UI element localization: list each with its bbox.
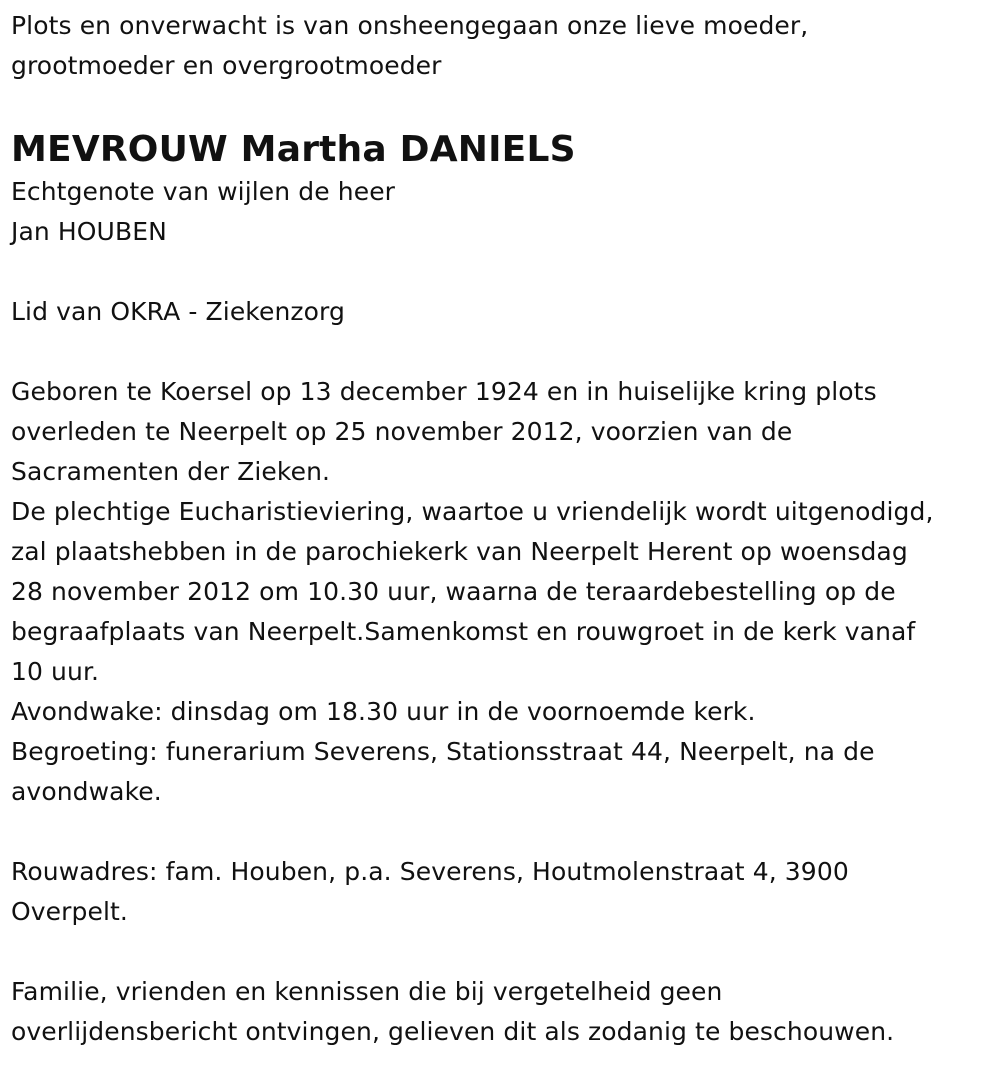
intro-line-1: Plots en onverwacht is van onsheengegaan onze lieve moeder, bbox=[11, 11, 809, 40]
details-line-2: overleden te Neerpelt op 25 november 2012, voorzien van de bbox=[11, 417, 793, 446]
address-line-1: Rouwadres: fam. Houben, p.a. Severens, Houtmolenstraat 4, 3900 bbox=[11, 857, 849, 886]
spacer bbox=[11, 332, 996, 372]
closing-line-2: overlijdensbericht ontvingen, gelieven dit als zodanig te beschouwen. bbox=[11, 1017, 895, 1046]
address-line-2: Overpelt. bbox=[11, 897, 128, 926]
spacer bbox=[11, 932, 996, 972]
details-line-6: 28 november 2012 om 10.30 uur, waarna de teraardebestelling op de bbox=[11, 577, 896, 606]
details-line-9: Avondwake: dinsdag om 18.30 uur in de voornoemde kerk. bbox=[11, 697, 756, 726]
details-line-7: begraafplaats van Neerpelt.Samenkomst en rouwgroet in de kerk vanaf bbox=[11, 617, 916, 646]
spacer bbox=[11, 812, 996, 852]
spacer bbox=[11, 252, 996, 292]
details-line-10: Begroeting: funerarium Severens, Stationsstraat 44, Neerpelt, na de bbox=[11, 737, 875, 766]
spouse-line-2: Jan HOUBEN bbox=[11, 217, 167, 246]
details-line-4: De plechtige Eucharistieviering, waartoe u vriendelijk wordt uitgenodigd, bbox=[11, 497, 934, 526]
deceased-name: MEVROUW Martha DANIELS bbox=[11, 129, 576, 170]
details-line-11: avondwake. bbox=[11, 777, 162, 806]
membership: Lid van OKRA - Ziekenzorg bbox=[11, 297, 345, 326]
details-line-1: Geboren te Koersel op 13 december 1924 en in huiselijke kring plots bbox=[11, 377, 877, 406]
death-notice bbox=[11, 6, 996, 1052]
intro-line-2: grootmoeder en overgrootmoeder bbox=[11, 51, 442, 80]
details-line-5: zal plaatshebben in de parochiekerk van Neerpelt Herent op woensdag bbox=[11, 537, 908, 566]
closing-line-1: Familie, vrienden en kennissen die bij vergetelheid geen bbox=[11, 977, 723, 1006]
details-line-3: Sacramenten der Zieken. bbox=[11, 457, 331, 486]
spouse-line-1: Echtgenote van wijlen de heer bbox=[11, 177, 396, 206]
details-line-8: 10 uur. bbox=[11, 657, 100, 686]
